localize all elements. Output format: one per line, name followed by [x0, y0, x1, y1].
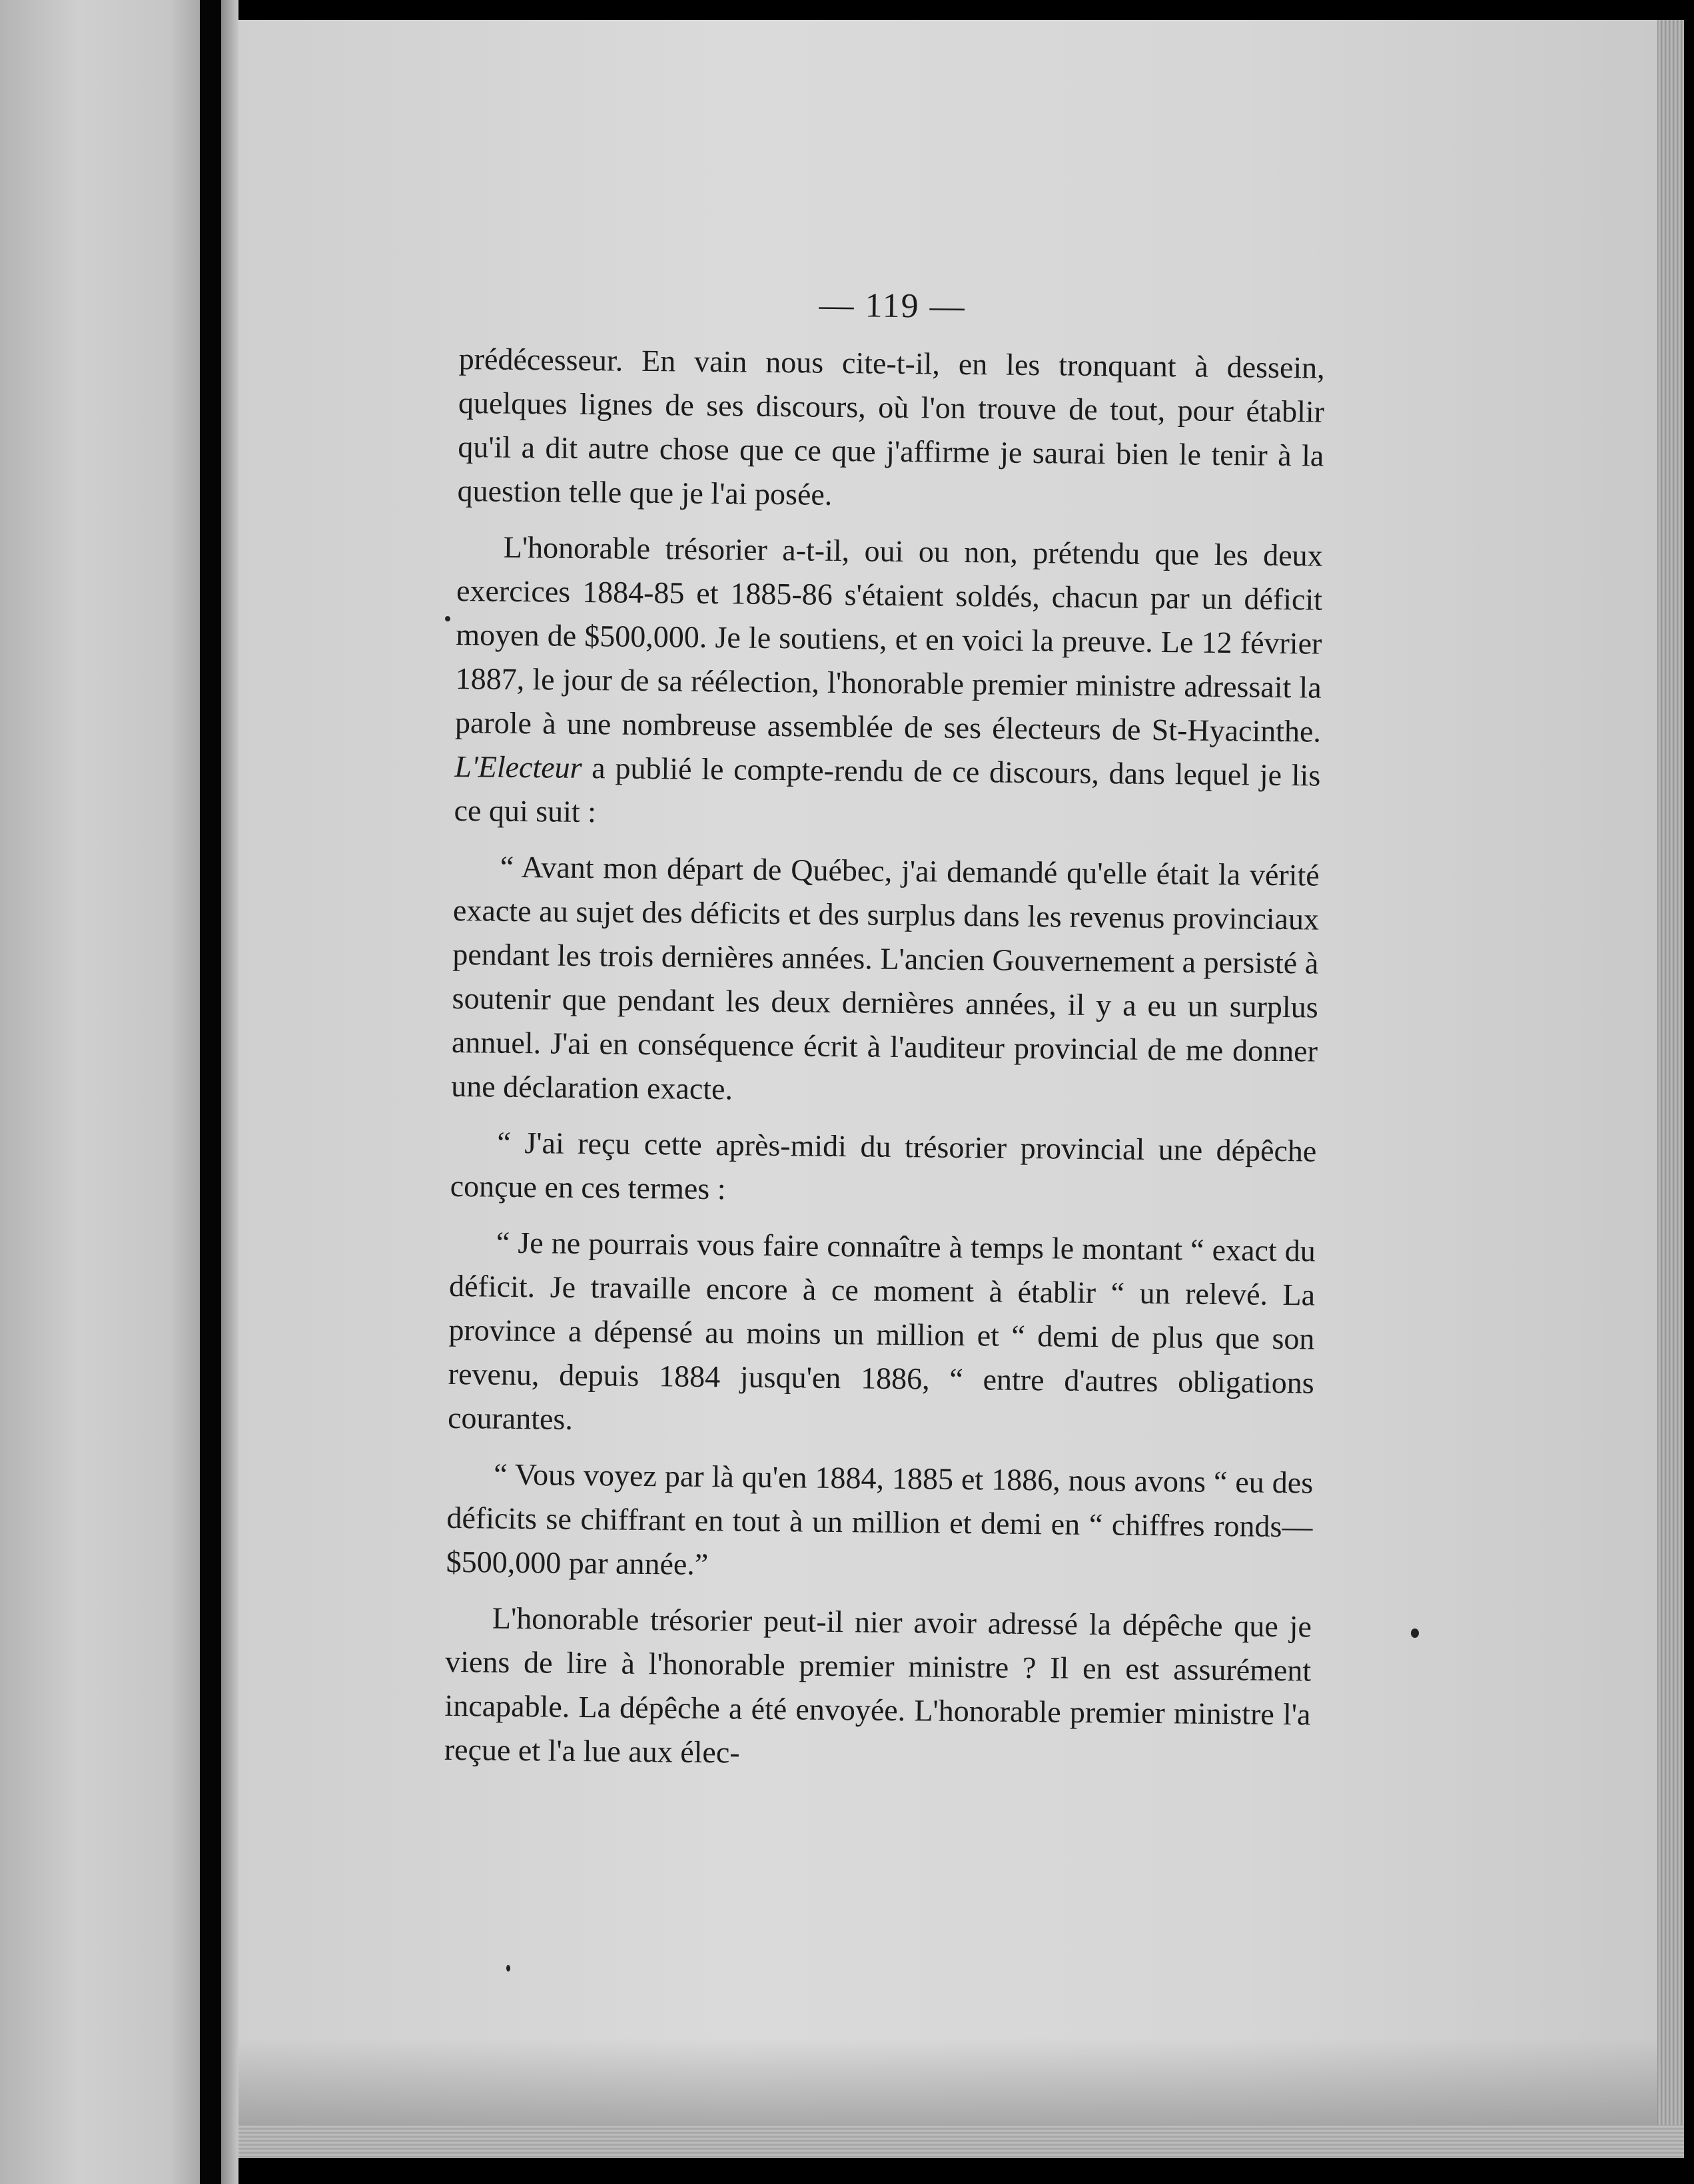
- newspaper-title: L'Electeur: [454, 749, 582, 785]
- left-page-edge: [0, 0, 200, 2184]
- page-text: [444, 280, 1326, 1792]
- quoted-speech: “ J'ai reçu cette après-midi du trésorier provincial une dépêche conçue en ces termes :: [450, 1125, 1317, 1206]
- page-number: — 119 —: [819, 286, 966, 326]
- quoted-speech: “ Avant mon départ de Québec, j'ai demandé qu'elle était la vérité exacte au sujet des déficits et des surplus dans les revenus provinciaux pendant les trois dernières années. L'ancien Gouvernement a persisté à soutenir que pendant les deux dernières années, il y a eu un surplus annuel. J'ai en conséquence écrit à l'auditeur provincial de me donner une déclaration exacte.: [451, 849, 1320, 1106]
- page-stack-bottom-edge: [238, 2125, 1684, 2158]
- page-stack-right-edge: [1657, 20, 1684, 2151]
- page-bottom-shadow: [238, 2038, 1657, 2125]
- speck-mark: [506, 1965, 510, 1972]
- paragraph-text: a publié le compte-rendu de ce discours, dans lequel je lis ce qui suit :: [454, 750, 1321, 829]
- book-gutter: [200, 0, 221, 2184]
- quoted-dispatch: “ Je ne pourrais vous faire connaître à temps le montant “ exact du déficit. Je travaille encore à ce moment à établir “ un relevé. La province a dépensé au moins un million et “ demi de plus que son revenu, depuis 1884 jusqu'en 1886, “ entre d'autres obligations courantes.: [447, 1225, 1316, 1436]
- paragraph-text: L'honorable trésorier a-t-il, oui ou non, prétendu que les deux exercices 1884-85 et 1885-86 s'étaient soldés, chacun par un déficit moyen de $500,000. Je le soutiens, et en voici la preuve. Le 12 février 1887, le jour de sa réélection, l'honorable premier ministre adressait la parole à une nombreuse assemblée de ses électeurs de St-Hyacinthe.: [454, 530, 1324, 749]
- speck-mark: [1411, 1629, 1419, 1638]
- speck-mark: [445, 616, 450, 621]
- paragraph-final: L'honorable trésorier peut-il nier avoir adressé la dépêche que je viens de lire à l'honorable premier ministre ? Il en est assurément incapable. La dépêche a été envoyée. L'honorable premier ministre l'a reçue et l'a lue aux élec-: [444, 1601, 1312, 1770]
- gutter-shadow: [221, 0, 238, 2184]
- paragraph-question: [454, 525, 1323, 842]
- quoted-speech-conclusion: “ Vous voyez par là qu'en 1884, 1885 et 1886, nous avons “ eu des déficits se chiffrant en tout à un million et demi en “ chiffres ronds—$500,000 par année.”: [446, 1457, 1314, 1582]
- paragraph-continuation: prédécesseur. En vain nous cite-t-il, en les tronquant à dessein, quelques lignes de ses discours, où l'on trouve de tout, pour établir qu'il a dit autre chose que ce que j'affirme je saurai bien le tenir à la question telle que je l'ai posée.: [457, 341, 1325, 512]
